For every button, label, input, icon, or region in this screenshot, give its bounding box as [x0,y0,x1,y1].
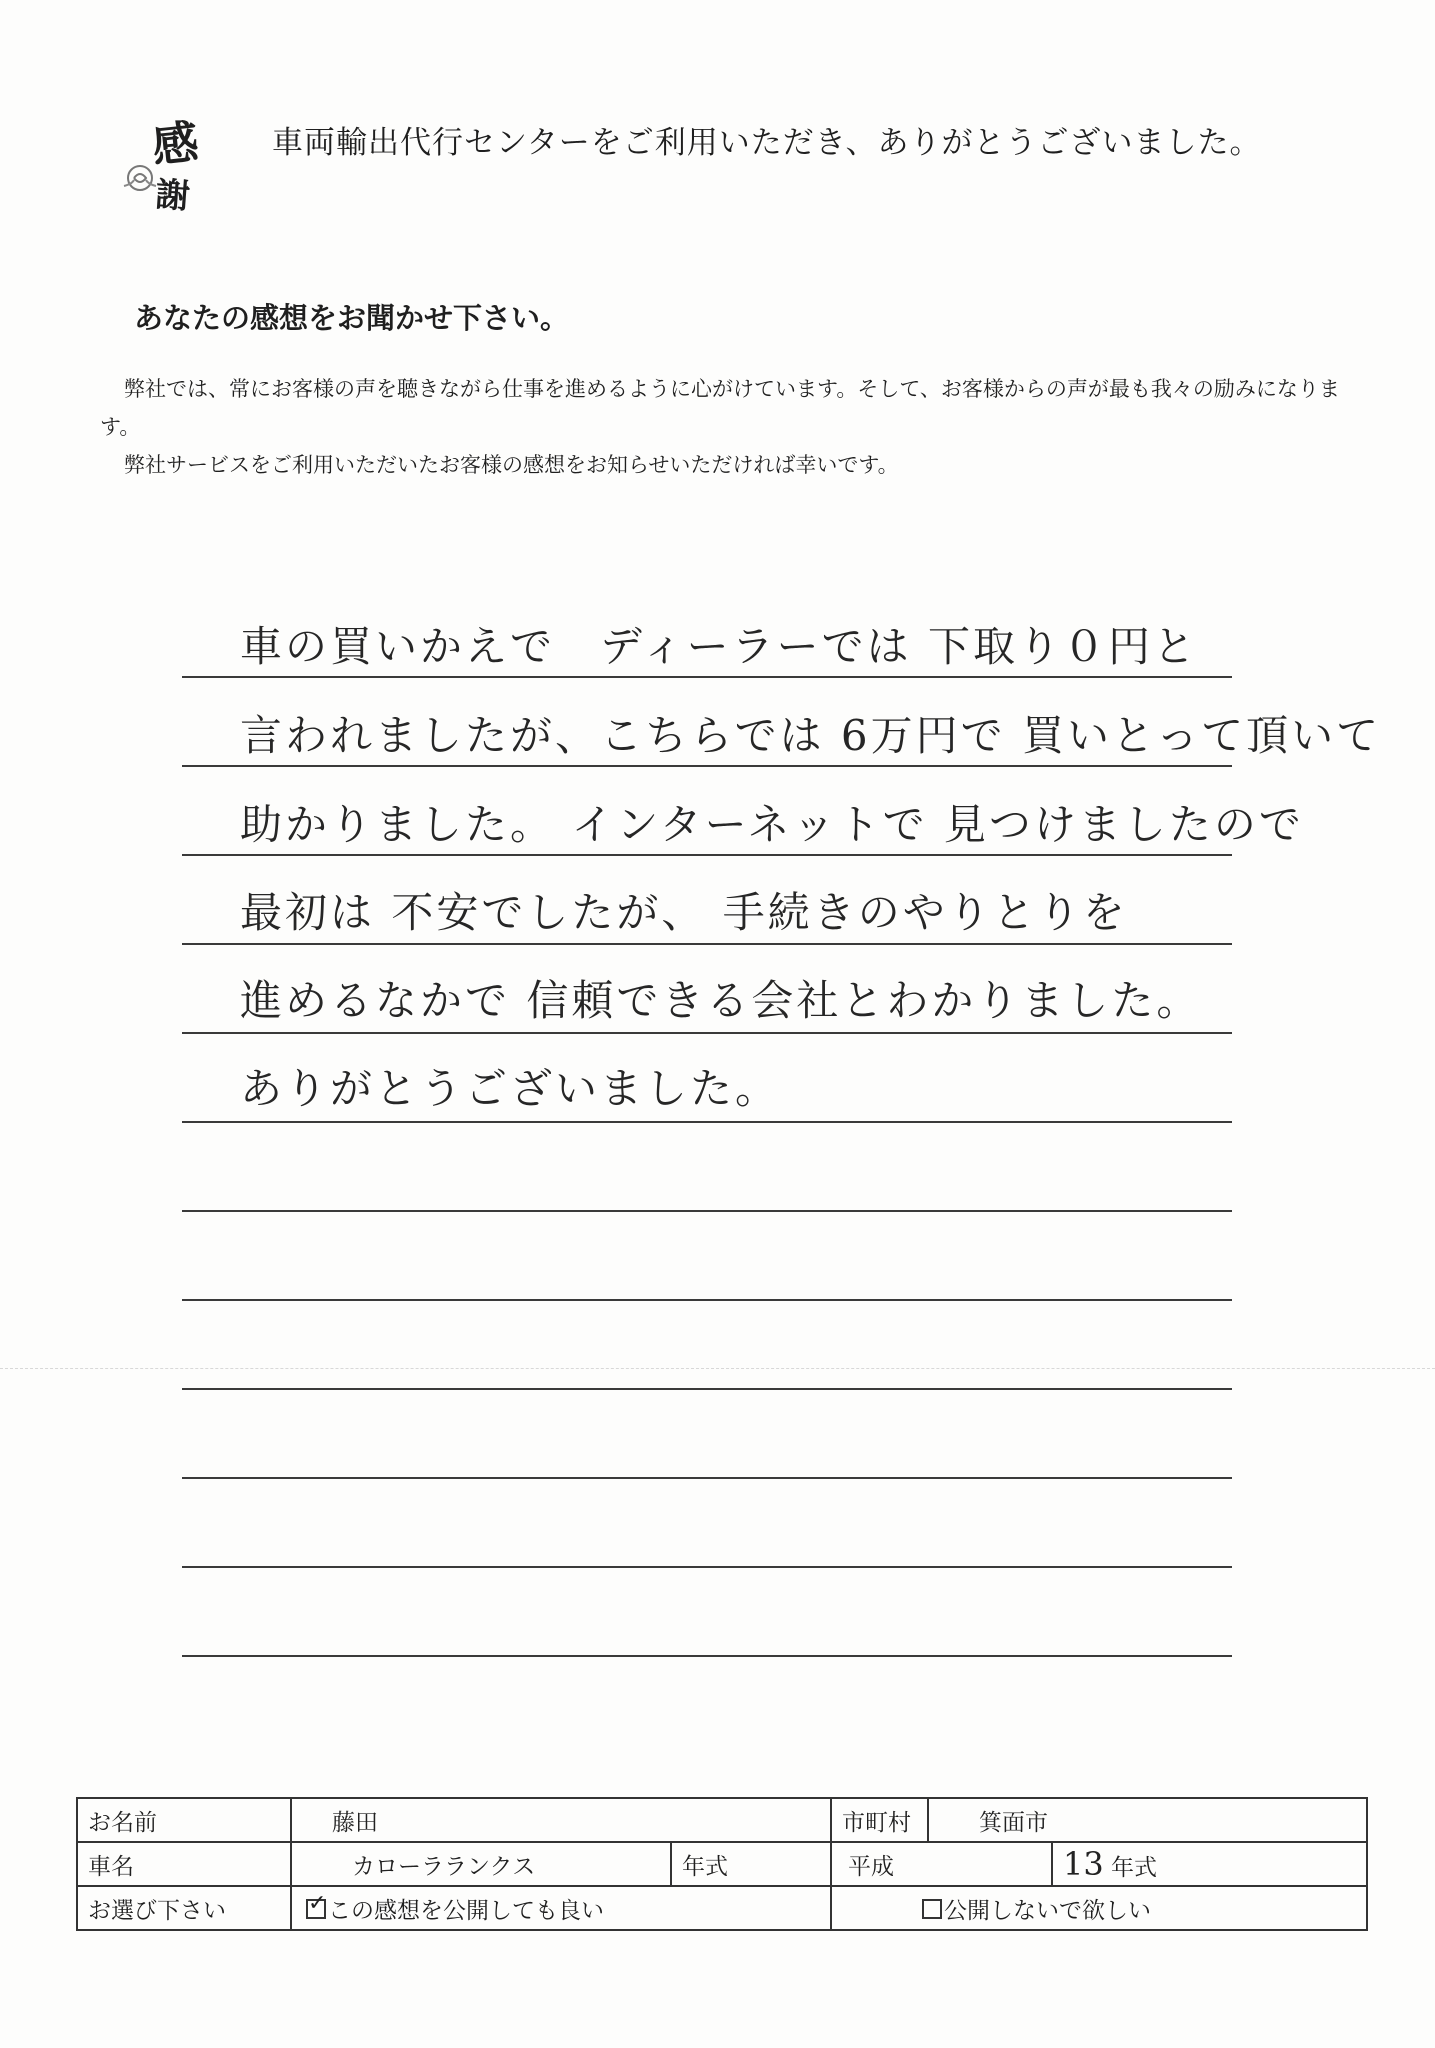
logo-kanji-top: 感 [149,114,202,174]
car-row [77,1842,1367,1886]
private-option[interactable] [831,1886,1367,1930]
public-option-label: この感想を公開しても良い [328,1897,604,1924]
writing-line [182,943,1232,945]
header-title: 車両輸出代行センターをご利用いただき、ありがとうございました。 [272,125,1262,161]
year-cell[interactable] [1052,1842,1367,1886]
thanks-logo [112,108,222,223]
comment-line-4: 最初は 不安でしたが、 手続きのやりとりを [240,888,1128,937]
writing-line [182,765,1232,767]
writing-line [182,1566,1232,1568]
intro-line-2: 弊社サービスをご利用いただいたお客様の感想をお知らせいただければ幸いです。 [124,453,899,477]
name-label: お名前 [77,1798,291,1842]
public-option[interactable] [291,1886,831,1930]
intro-text [100,370,1370,484]
name-field[interactable]: 藤田 [291,1798,831,1842]
comment-line-2: 言われましたが、こちらでは 6万円で 買いとって頂いて [240,711,1382,760]
comment-line-3: 助かりました。 インターネットで 見つけましたので [240,800,1304,849]
private-checkbox[interactable] [922,1899,942,1919]
logo-kanji-bottom: 謝 [154,174,192,218]
intro-line-1: 弊社では、常にお客様の声を聴きながら仕事を進めるように心がけています。そして、お客様からの声が最も我々の励みになります。 [100,377,1340,439]
era-label: 平成 [848,1853,894,1880]
writing-line [182,1121,1232,1123]
writing-line [182,1477,1232,1479]
year-field[interactable]: 13 [1063,1845,1104,1883]
writing-line [182,676,1232,678]
public-checkbox[interactable] [306,1899,326,1919]
year-label: 年式 [671,1842,831,1886]
name-row [77,1798,1367,1842]
car-label: 車名 [77,1842,291,1886]
private-option-label: 公開しないで欲しい [944,1897,1151,1924]
writing-line [182,1299,1232,1301]
comment-line-5: 進めるなかで 信頼できる会社とわかりました。 [240,976,1202,1025]
city-field[interactable]: 箕面市 [928,1798,1367,1842]
car-field[interactable]: カローラランクス [291,1842,671,1886]
era-cell [831,1842,1052,1886]
year-suffix: 年式 [1111,1855,1158,1881]
writing-line [182,1388,1232,1390]
feedback-prompt: あなたの感想をお聞かせ下さい。 [134,301,570,335]
comment-line-1: 車の買いかえで ディーラーでは 下取り０円と [240,622,1198,671]
writing-line [182,854,1232,856]
city-label: 市町村 [831,1798,928,1842]
comment-line-6: ありがとうございました。 [240,1064,781,1113]
writing-line [182,1655,1232,1657]
choice-label: お選び下さい [77,1886,291,1930]
choice-row [77,1886,1367,1930]
writing-line [182,1032,1232,1034]
writing-line [182,1210,1232,1212]
customer-info-form [76,1797,1368,1931]
paper-fold-line [0,1368,1435,1369]
